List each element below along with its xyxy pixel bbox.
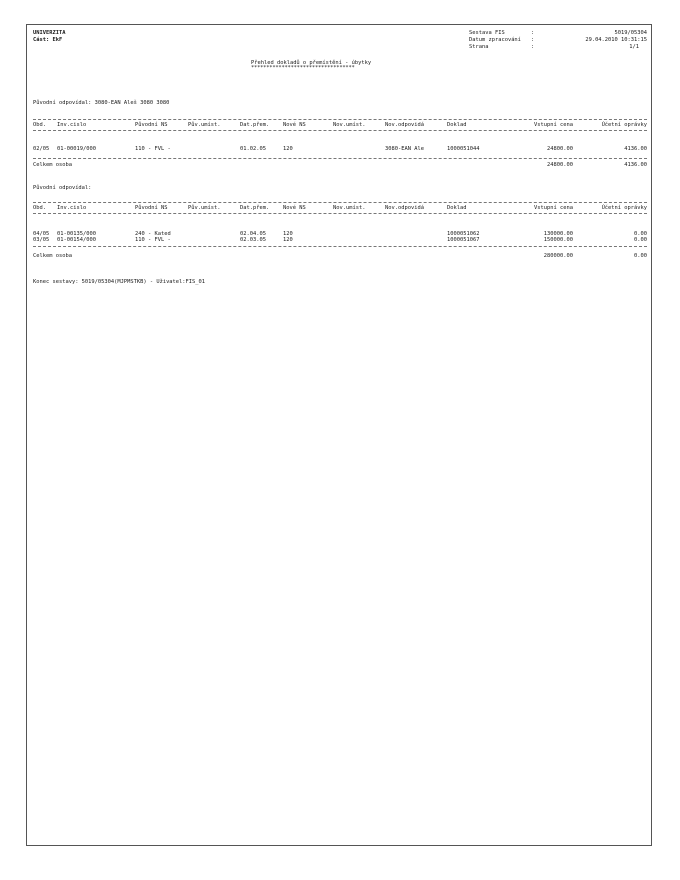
col-puv-umist: Pův.umíst.	[188, 122, 221, 128]
institution-name: UNIVERZITA	[33, 30, 66, 36]
cell-ns: 240 - Kated	[135, 231, 171, 237]
group-heading: Původní odpovídal:	[33, 185, 92, 191]
cell-cena: 130000.00	[543, 231, 573, 237]
cell-dat: 01.02.05	[240, 146, 266, 152]
col-nove-ns: Nové NS	[283, 122, 306, 128]
cell-nove-ns: 120	[283, 237, 293, 243]
group-total-opravky: 0.00	[634, 253, 647, 259]
col-cena: Vstupní cena	[534, 122, 573, 128]
cell-inv: 01-00019/000	[57, 146, 96, 152]
report-title: Přehled dokladů o přemístění - úbytky	[251, 60, 372, 66]
cell-doklad: 1000051044	[447, 146, 480, 152]
cell-opravky: 0.00	[634, 237, 647, 243]
header-label-page: Strana	[469, 44, 489, 50]
header-separator	[33, 130, 647, 131]
col-doklad: Doklad	[447, 122, 467, 128]
col-nov-umist: Nov.umíst.	[333, 205, 366, 211]
header-sep: :	[531, 37, 535, 43]
cell-opravky: 0.00	[634, 231, 647, 237]
header-separator	[33, 202, 647, 203]
report-page	[26, 24, 652, 846]
header-value-report: 5019/05304	[614, 30, 647, 36]
report-footer: Konec sestavy: 5019/05304(MJPMSTKB) - Uživatel:FIS_01	[33, 279, 206, 285]
header-separator	[33, 119, 647, 120]
total-separator	[33, 158, 647, 159]
cell-obd: 04/05	[33, 231, 50, 237]
group-total-label: Celkem osoba	[33, 162, 72, 168]
cell-cena: 150000.00	[543, 237, 573, 243]
cell-doklad: 1000051067	[447, 237, 480, 243]
col-obd: Obd.	[33, 205, 46, 211]
header-sep: :	[531, 44, 535, 50]
total-separator	[33, 246, 647, 247]
col-opravky: Účetní oprávky	[601, 122, 647, 128]
cell-obd: 02/05	[33, 146, 50, 152]
col-obd: Obd.	[33, 122, 46, 128]
cell-ns: 110 - FVL -	[135, 146, 171, 152]
group-total-opravky: 4136.00	[624, 162, 647, 168]
col-nove-ns: Nové NS	[283, 205, 306, 211]
header-label-date: Datum zpracování	[469, 37, 521, 43]
cell-inv: 01-00135/000	[57, 231, 96, 237]
col-inv: Inv.cislo	[57, 122, 87, 128]
col-nov-odp: Nov.odpovidá	[385, 122, 424, 128]
cell-doklad: 1000051062	[447, 231, 480, 237]
cell-obd: 03/05	[33, 237, 50, 243]
cell-ns: 110 - FVL -	[135, 237, 171, 243]
col-inv: Inv.cislo	[57, 205, 87, 211]
col-nov-odp: Nov.odpovidá	[385, 205, 424, 211]
col-nov-umist: Nov.umíst.	[333, 122, 366, 128]
col-doklad: Doklad	[447, 205, 467, 211]
cell-nove-ns: 120	[283, 231, 293, 237]
col-ns: Původní NS	[135, 205, 168, 211]
group-total-cena: 280000.00	[543, 253, 573, 259]
col-cena: Vstupní cena	[534, 205, 573, 211]
report-title-underline: **********************************	[251, 65, 355, 71]
header-separator	[33, 213, 647, 214]
col-ns: Původní NS	[135, 122, 168, 128]
group-heading: Původní odpovídal: 3080-EAN Aleš 3080 3080	[33, 100, 170, 106]
col-puv-umist: Pův.umíst.	[188, 205, 221, 211]
col-dat: Dat.přem.	[240, 205, 270, 211]
header-sep: :	[531, 30, 535, 36]
cell-cena: 24800.00	[547, 146, 573, 152]
header-value-date: 29.04.2010 10:31:15	[585, 37, 647, 43]
col-opravky: Účetní oprávky	[601, 205, 647, 211]
group-total-label: Celkem osoba	[33, 253, 72, 259]
col-dat: Dat.přem.	[240, 122, 270, 128]
cell-inv: 01-00154/000	[57, 237, 96, 243]
header-label-report: Sestava FIS	[469, 30, 505, 36]
group-total-cena: 24800.00	[547, 162, 573, 168]
cell-nove-ns: 120	[283, 146, 293, 152]
cell-dat: 02.04.05	[240, 231, 266, 237]
section-name: Cást: EkF	[33, 37, 63, 43]
cell-dat: 02.03.05	[240, 237, 266, 243]
cell-opravky: 4136.00	[624, 146, 647, 152]
cell-nov-odp: 3080-EAN Ale	[385, 146, 424, 152]
header-value-page: 1/1	[629, 44, 639, 50]
